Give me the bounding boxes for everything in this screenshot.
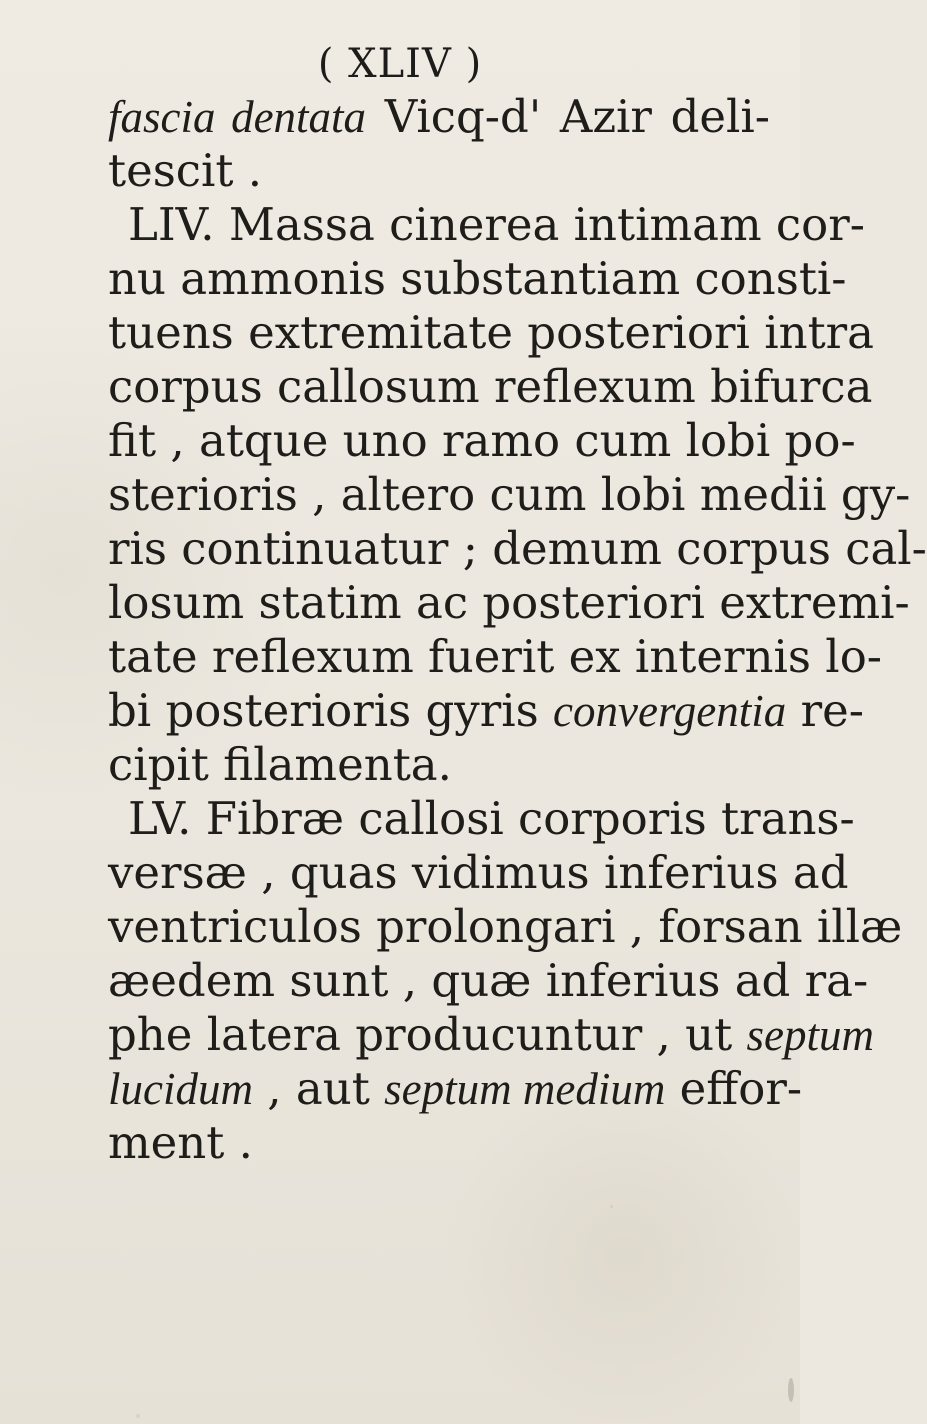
text-line bbox=[108, 846, 849, 900]
italic-text-segment: convergentia bbox=[553, 686, 787, 736]
text-segment: versæ , quas vidimus inferius ad bbox=[108, 846, 849, 899]
text-segment: tuens extremitate posteriori intra bbox=[108, 306, 875, 359]
text-segment: LIV. Massa cinerea intimam cor- bbox=[128, 198, 865, 251]
text-segment: , aut bbox=[252, 1062, 385, 1115]
text-segment: ventriculos prolongari , forsan illæ bbox=[108, 900, 903, 953]
text-line bbox=[108, 144, 770, 198]
text-segment: losum statim ac posteriori extremi- bbox=[108, 576, 910, 629]
text-segment: æedem sunt , quæ inferius ad ra- bbox=[108, 954, 869, 1007]
paper-speck bbox=[788, 1378, 794, 1402]
page-number: ( XLIV ) bbox=[317, 41, 483, 87]
text-segment: tescit . bbox=[108, 144, 263, 197]
text-line bbox=[108, 468, 911, 522]
text-line bbox=[108, 90, 770, 144]
text-segment: sterioris , altero cum lobi medii gy- bbox=[108, 468, 911, 521]
text-segment: bi posterioris gyris bbox=[108, 684, 554, 737]
text-line bbox=[108, 252, 847, 306]
text-line bbox=[108, 1062, 803, 1116]
text-line bbox=[108, 630, 882, 684]
text-line bbox=[108, 792, 855, 846]
text-line bbox=[108, 1116, 770, 1170]
paper-speck bbox=[136, 1414, 140, 1418]
text-segment: re- bbox=[786, 684, 864, 737]
text-line bbox=[108, 684, 864, 738]
text-block bbox=[108, 90, 927, 1170]
text-segment: fit , atque uno ramo cum lobi po- bbox=[108, 414, 856, 467]
text-segment: LV. Fibræ callosi corporis trans- bbox=[128, 792, 855, 845]
italic-text-segment: fascia dentata bbox=[108, 92, 367, 142]
text-line bbox=[108, 1008, 875, 1062]
text-line bbox=[108, 198, 865, 252]
text-segment: effor- bbox=[665, 1062, 803, 1115]
text-segment: corpus callosum reflexum bifurca bbox=[108, 360, 873, 413]
text-line bbox=[108, 414, 856, 468]
text-segment: ris continuatur ; demum corpus cal- bbox=[108, 522, 927, 575]
italic-text-segment: lucidum bbox=[108, 1064, 253, 1114]
text-line bbox=[108, 900, 903, 954]
text-line bbox=[108, 576, 910, 630]
text-segment: tate reflexum fuerit ex internis lo- bbox=[108, 630, 882, 683]
text-line bbox=[108, 954, 869, 1008]
text-segment: ment . bbox=[108, 1116, 253, 1169]
text-line bbox=[108, 360, 873, 414]
text-line bbox=[108, 738, 770, 792]
text-line bbox=[108, 522, 927, 576]
italic-text-segment: septum bbox=[746, 1010, 875, 1060]
text-segment: Vicq-d' Azir deli- bbox=[366, 90, 771, 143]
text-segment: nu ammonis substantiam consti- bbox=[108, 252, 847, 305]
text-segment: cipit filamenta. bbox=[108, 738, 452, 791]
italic-text-segment: septum medium bbox=[384, 1064, 666, 1114]
text-line bbox=[108, 306, 875, 360]
text-segment: phe latera producuntur , ut bbox=[108, 1008, 747, 1061]
paper-speck bbox=[610, 1205, 613, 1208]
